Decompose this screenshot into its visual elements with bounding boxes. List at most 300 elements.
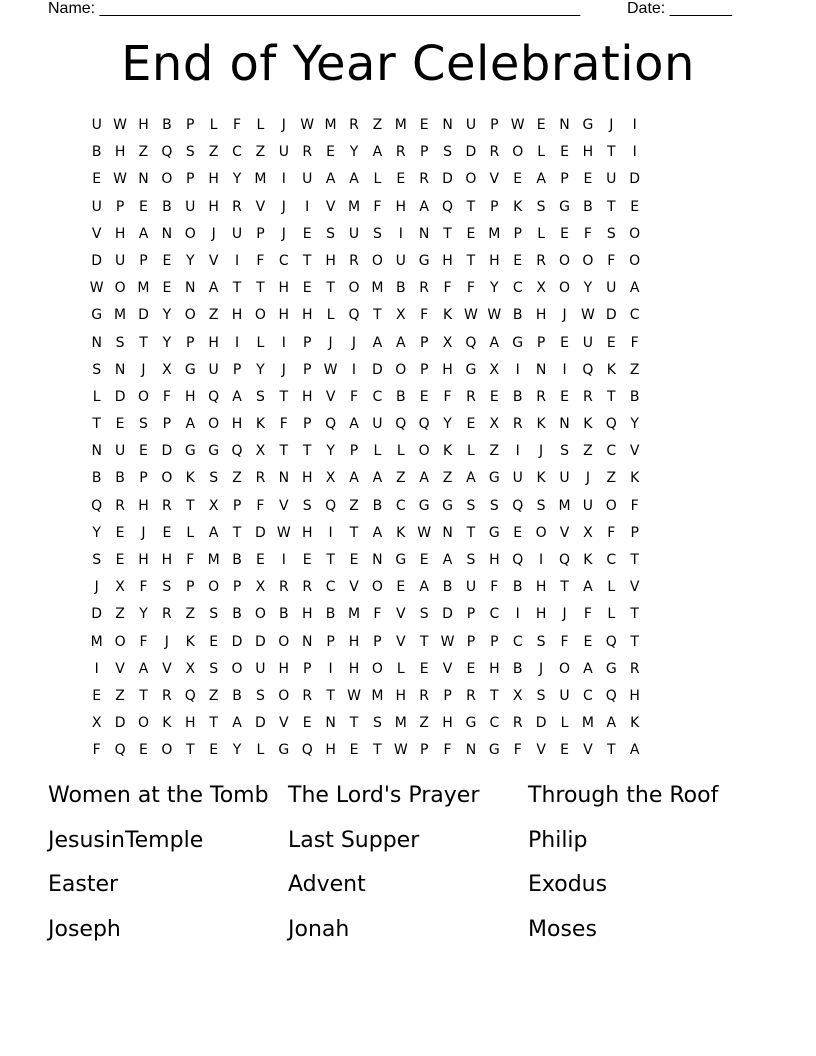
grid-letter: T [139, 687, 148, 704]
grid-letter: E [513, 524, 523, 541]
grid-letter: Z [208, 307, 219, 324]
grid-letter: N [278, 470, 290, 487]
grid-letter: K [630, 470, 640, 487]
grid-letter: D [442, 606, 453, 623]
grid-letter: R [536, 388, 546, 405]
date-field-label: Date: _______ [627, 0, 732, 17]
grid-letter: E [209, 633, 219, 650]
word-list-item: Jonah [288, 916, 350, 942]
grid-letter: T [326, 280, 335, 297]
grid-letter: Q [395, 416, 407, 433]
grid-letter: F [139, 579, 148, 596]
grid-letter: H [535, 606, 547, 623]
grid-letter: P [630, 524, 639, 541]
grid-letter: V [325, 388, 336, 405]
grid-letter: S [209, 470, 219, 487]
grid-letter: Q [605, 416, 617, 433]
grid-letter: O [114, 280, 126, 297]
grid-letter: F [373, 198, 382, 215]
grid-letter: S [255, 687, 265, 704]
grid-letter: Z [208, 144, 219, 161]
grid-letter: G [605, 660, 617, 677]
grid-letter: H [325, 742, 336, 759]
grid-letter: C [583, 687, 593, 704]
grid-letter: Q [558, 552, 571, 568]
grid-letter: P [186, 171, 195, 188]
grid-letter: T [373, 742, 382, 759]
grid-letter: H [535, 579, 547, 596]
grid-row [85, 357, 733, 384]
grid-letter: I [539, 552, 544, 568]
grid-letter: Q [582, 361, 594, 378]
grid-letter: C [278, 252, 289, 269]
grid-letter: J [585, 470, 590, 487]
grid-letter: R [162, 606, 172, 623]
grid-letter: Z [115, 606, 125, 623]
grid-letter: R [302, 144, 313, 161]
grid-letter: K [162, 715, 172, 732]
grid-letter: X [185, 660, 196, 677]
grid-letter: Y [162, 334, 172, 351]
grid-letter: E [256, 552, 265, 568]
grid-letter: N [91, 443, 102, 460]
grid-letter: H [629, 687, 640, 704]
grid-letter: D [255, 633, 266, 650]
grid-letter: T [232, 280, 242, 297]
grid-letter: T [560, 579, 569, 596]
grid-letter: J [539, 443, 544, 460]
grid-letter: X [395, 307, 406, 324]
grid-letter: W [300, 117, 315, 133]
grid-letter: Y [92, 524, 101, 541]
grid-letter: H [278, 307, 290, 324]
grid-letter: G [442, 497, 453, 514]
grid-letter: M [207, 552, 220, 568]
grid-letter: E [606, 334, 616, 351]
grid-letter: Z [372, 117, 383, 133]
grid-letter: L [467, 443, 475, 460]
grid-letter: T [630, 552, 639, 568]
grid-letter: N [559, 416, 570, 433]
grid-letter: S [92, 552, 102, 568]
grid-letter: S [489, 497, 499, 514]
grid-letter: L [607, 579, 616, 596]
grid-letter: A [466, 470, 476, 487]
grid-letter: Z [255, 144, 266, 161]
grid-letter: P [139, 252, 148, 269]
grid-letter: A [395, 334, 406, 351]
grid-letter: I [281, 334, 286, 351]
grid-letter: A [138, 225, 149, 242]
grid-letter: S [372, 225, 382, 242]
grid-letter: S [162, 579, 172, 596]
grid-letter: A [629, 280, 640, 297]
grid-letter: E [162, 252, 172, 269]
grid-letter: T [185, 497, 195, 514]
grid-letter: H [301, 524, 313, 541]
grid-letter: K [442, 307, 453, 324]
grid-letter: O [395, 361, 407, 378]
grid-letter: L [186, 524, 195, 541]
grid-letter: E [92, 687, 102, 704]
grid-letter: J [609, 117, 614, 133]
word-list [48, 776, 768, 954]
grid-letter: X [442, 334, 453, 351]
grid-letter: B [442, 579, 453, 596]
grid-letter: V [162, 660, 172, 677]
grid-letter: Z [442, 470, 453, 487]
grid-letter: E [302, 280, 312, 297]
grid-letter: B [629, 388, 640, 405]
grid-letter: L [256, 117, 265, 133]
grid-letter: E [583, 633, 593, 650]
grid-letter: T [607, 198, 616, 215]
grid-row [85, 438, 733, 465]
grid-letter: G [91, 307, 103, 324]
grid-letter: H [138, 497, 149, 514]
grid-letter: I [515, 443, 520, 460]
grid-row [85, 656, 733, 683]
grid-letter: K [185, 470, 195, 487]
grid-letter: H [348, 660, 360, 677]
grid-letter: U [255, 660, 266, 677]
grid-letter: V [629, 579, 640, 596]
grid-letter: A [419, 470, 429, 487]
grid-letter: J [562, 307, 567, 324]
grid-letter: L [92, 388, 101, 405]
grid-letter: Z [349, 497, 359, 514]
grid-letter: B [512, 307, 523, 324]
grid-letter: R [419, 687, 430, 704]
grid-letter: F [443, 280, 452, 297]
grid-letter: E [513, 252, 523, 269]
grid-letter: H [442, 361, 453, 378]
grid-letter: B [512, 579, 523, 596]
grid-letter: B [115, 470, 125, 487]
grid-letter: S [326, 225, 336, 242]
grid-letter: P [490, 198, 499, 215]
grid-letter: W [580, 307, 595, 324]
grid-letter: A [232, 388, 242, 405]
grid-letter: T [302, 443, 312, 460]
grid-letter: O [161, 171, 173, 188]
grid-letter: H [278, 660, 290, 677]
grid-letter: E [349, 742, 359, 759]
grid-letter: U [91, 198, 102, 215]
grid-letter: F [233, 117, 242, 133]
page-title: End of Year Celebration [121, 36, 695, 92]
grid-letter: M [394, 117, 407, 133]
grid-letter: L [537, 225, 546, 242]
grid-letter: R [629, 660, 640, 677]
grid-letter: Y [326, 443, 335, 460]
grid-letter: K [185, 633, 195, 650]
grid-letter: Q [605, 687, 617, 704]
grid-letter: E [560, 388, 569, 405]
grid-letter: J [562, 606, 567, 623]
grid-letter: W [464, 307, 478, 324]
grid-letter: E [302, 552, 312, 568]
grid-letter: O [184, 225, 196, 242]
grid-letter: O [231, 660, 243, 677]
grid-letter: B [583, 198, 593, 215]
grid-letter: U [208, 361, 219, 378]
grid-letter: Y [630, 416, 639, 433]
grid-row [85, 194, 733, 221]
grid-letter: H [208, 198, 219, 215]
grid-letter: E [419, 388, 429, 405]
grid-letter: M [324, 117, 337, 133]
grid-row [85, 139, 733, 166]
grid-letter: B [395, 280, 406, 297]
grid-letter: Y [139, 606, 148, 623]
grid-letter: E [560, 742, 569, 759]
grid-letter: V [255, 198, 266, 215]
grid-letter: O [371, 252, 383, 269]
grid-letter: A [583, 579, 593, 596]
grid-letter: W [113, 117, 127, 133]
grid-letter: E [513, 171, 523, 188]
grid-letter: W [347, 687, 361, 704]
grid-letter: V [279, 497, 289, 514]
grid-letter: R [255, 470, 266, 487]
grid-letter: L [560, 715, 569, 732]
grid-letter: P [302, 334, 312, 351]
grid-letter: P [162, 416, 172, 433]
word-list-item: Easter [48, 872, 119, 897]
grid-letter: R [512, 416, 523, 433]
grid-letter: D [114, 388, 126, 405]
grid-letter: Z [138, 144, 149, 161]
grid-letter: R [536, 252, 546, 269]
grid-letter: A [372, 334, 383, 351]
grid-letter: O [512, 144, 524, 161]
grid-row [85, 302, 733, 329]
grid-letter: M [581, 715, 594, 732]
grid-letter: A [419, 198, 429, 215]
grid-letter: P [232, 579, 242, 596]
grid-letter: A [372, 524, 383, 541]
grid-letter: K [583, 552, 593, 568]
grid-row [85, 112, 733, 139]
grid-letter: K [606, 361, 616, 378]
grid-letter: T [185, 742, 195, 759]
grid-letter: U [114, 252, 126, 269]
grid-letter: H [161, 552, 173, 568]
grid-letter: U [582, 334, 594, 351]
grid-letter: P [349, 443, 359, 460]
grid-letter: K [442, 443, 453, 460]
grid-letter: C [629, 307, 640, 324]
grid-letter: R [232, 198, 242, 215]
grid-letter: I [234, 334, 240, 351]
grid-letter: T [607, 742, 616, 759]
grid-letter: P [419, 361, 429, 378]
grid-letter: T [466, 198, 476, 215]
grid-letter: J [164, 633, 169, 650]
grid-letter: M [394, 715, 407, 732]
grid-letter: S [372, 715, 382, 732]
grid-letter: H [301, 307, 313, 324]
grid-row [85, 710, 733, 737]
grid-letter: P [419, 334, 429, 351]
grid-letter: K [396, 524, 406, 541]
grid-letter: P [326, 633, 335, 650]
grid-letter: I [234, 252, 240, 269]
grid-letter: X [91, 715, 102, 732]
grid-letter: X [489, 361, 500, 378]
grid-letter: H [489, 552, 500, 568]
grid-letter: F [630, 334, 639, 351]
grid-letter: Q [348, 307, 360, 324]
grid-letter: R [395, 144, 406, 161]
grid-letter: H [582, 144, 594, 161]
grid-letter: D [231, 633, 243, 650]
grid-letter: P [513, 225, 522, 242]
grid-letter: G [184, 443, 196, 460]
grid-letter: V [325, 198, 336, 215]
grid-letter: O [629, 225, 641, 242]
grid-letter: B [512, 388, 523, 405]
grid-letter: H [325, 252, 336, 269]
grid-letter: D [255, 524, 266, 541]
grid-letter: H [208, 171, 219, 188]
grid-letter: U [114, 443, 126, 460]
grid-letter: A [325, 171, 336, 188]
grid-letter: Y [185, 252, 195, 269]
grid-letter: K [583, 416, 593, 433]
grid-letter: B [325, 606, 336, 623]
grid-letter: Z [208, 687, 219, 704]
grid-letter: J [94, 579, 99, 596]
grid-row [85, 384, 733, 411]
grid-letter: F [420, 307, 429, 324]
grid-letter: V [629, 443, 640, 460]
grid-letter: U [465, 117, 477, 133]
grid-letter: C [489, 715, 500, 732]
grid-letter: H [348, 633, 360, 650]
grid-letter: R [466, 388, 476, 405]
grid-letter: G [278, 742, 290, 759]
word-list-item: Exodus [528, 872, 608, 897]
grid-letter: G [488, 742, 500, 759]
grid-letter: L [373, 443, 382, 460]
grid-letter: Z [395, 470, 406, 487]
grid-letter: M [137, 280, 150, 297]
word-list-item: Last Supper [288, 827, 420, 853]
grid-letter: H [442, 252, 453, 269]
grid-letter: G [465, 715, 477, 732]
grid-letter: W [510, 117, 525, 133]
grid-letter: T [419, 633, 429, 650]
name-field-label: Name: ______________________________________________________ [48, 0, 581, 17]
grid-letter: W [417, 524, 432, 541]
grid-letter: V [91, 225, 102, 242]
grid-letter: H [301, 606, 313, 623]
grid-letter: J [328, 334, 333, 351]
grid-letter: L [209, 117, 218, 133]
grid-letter: O [161, 470, 173, 487]
grid-letter: D [605, 307, 617, 324]
grid-letter: V [395, 633, 406, 650]
grid-letter: R [583, 388, 593, 405]
grid-letter: I [281, 171, 286, 188]
grid-letter: O [254, 606, 266, 623]
grid-letter: R [512, 715, 523, 732]
grid-letter: I [515, 606, 520, 623]
grid-letter: V [395, 606, 406, 623]
grid-letter: A [208, 524, 219, 541]
grid-letter: Q [325, 497, 337, 514]
grid-letter: V [583, 742, 593, 759]
grid-letter: B [232, 606, 242, 623]
grid-letter: V [489, 171, 500, 188]
grid-letter: O [465, 171, 477, 188]
grid-letter: O [605, 497, 617, 514]
word-list-item: The Lord's Prayer [288, 783, 480, 808]
grid-letter: E [209, 742, 219, 759]
grid-letter: P [186, 579, 195, 596]
grid-letter: S [92, 361, 102, 378]
grid-letter: V [559, 524, 570, 541]
grid-letter: X [255, 579, 266, 596]
grid-letter: E [326, 144, 336, 161]
grid-letter: G [418, 497, 430, 514]
grid-letter: U [231, 225, 243, 242]
grid-letter: L [396, 660, 405, 677]
grid-letter: E [139, 742, 148, 759]
grid-letter: H [138, 117, 149, 133]
grid-letter: N [465, 742, 477, 759]
grid-letter: Z [185, 606, 196, 623]
grid-letter: H [489, 252, 500, 269]
grid-letter: A [185, 416, 196, 433]
grid-letter: P [302, 361, 312, 378]
grid-letter: Q [465, 334, 477, 351]
grid-letter: A [208, 280, 219, 297]
grid-letter: Q [418, 416, 430, 433]
grid-letter: T [326, 552, 335, 568]
grid-letter: T [443, 225, 452, 242]
grid-letter: E [419, 117, 429, 133]
grid-letter: M [558, 497, 571, 514]
grid-letter: E [536, 117, 546, 133]
grid-letter: S [466, 497, 476, 514]
grid-letter: K [255, 416, 266, 433]
grid-letter: A [536, 171, 546, 188]
grid-letter: O [582, 252, 594, 269]
grid-letter: C [606, 552, 617, 568]
grid-letter: E [162, 280, 172, 297]
grid-letter: P [419, 144, 429, 161]
grid-letter: E [115, 552, 125, 568]
grid-letter: O [161, 742, 173, 759]
grid-letter: T [466, 252, 476, 269]
grid-letter: H [535, 307, 547, 324]
grid-letter: Y [490, 280, 499, 297]
grid-letter: A [606, 715, 617, 732]
grid-letter: D [114, 715, 126, 732]
grid-letter: Y [232, 171, 242, 188]
grid-letter: D [138, 307, 149, 324]
grid-letter: B [162, 198, 172, 215]
grid-letter: T [232, 524, 242, 541]
grid-letter: T [279, 388, 289, 405]
grid-letter: E [583, 171, 593, 188]
grid-row [85, 465, 733, 492]
grid-letter: P [139, 470, 148, 487]
grid-letter: X [536, 280, 546, 297]
